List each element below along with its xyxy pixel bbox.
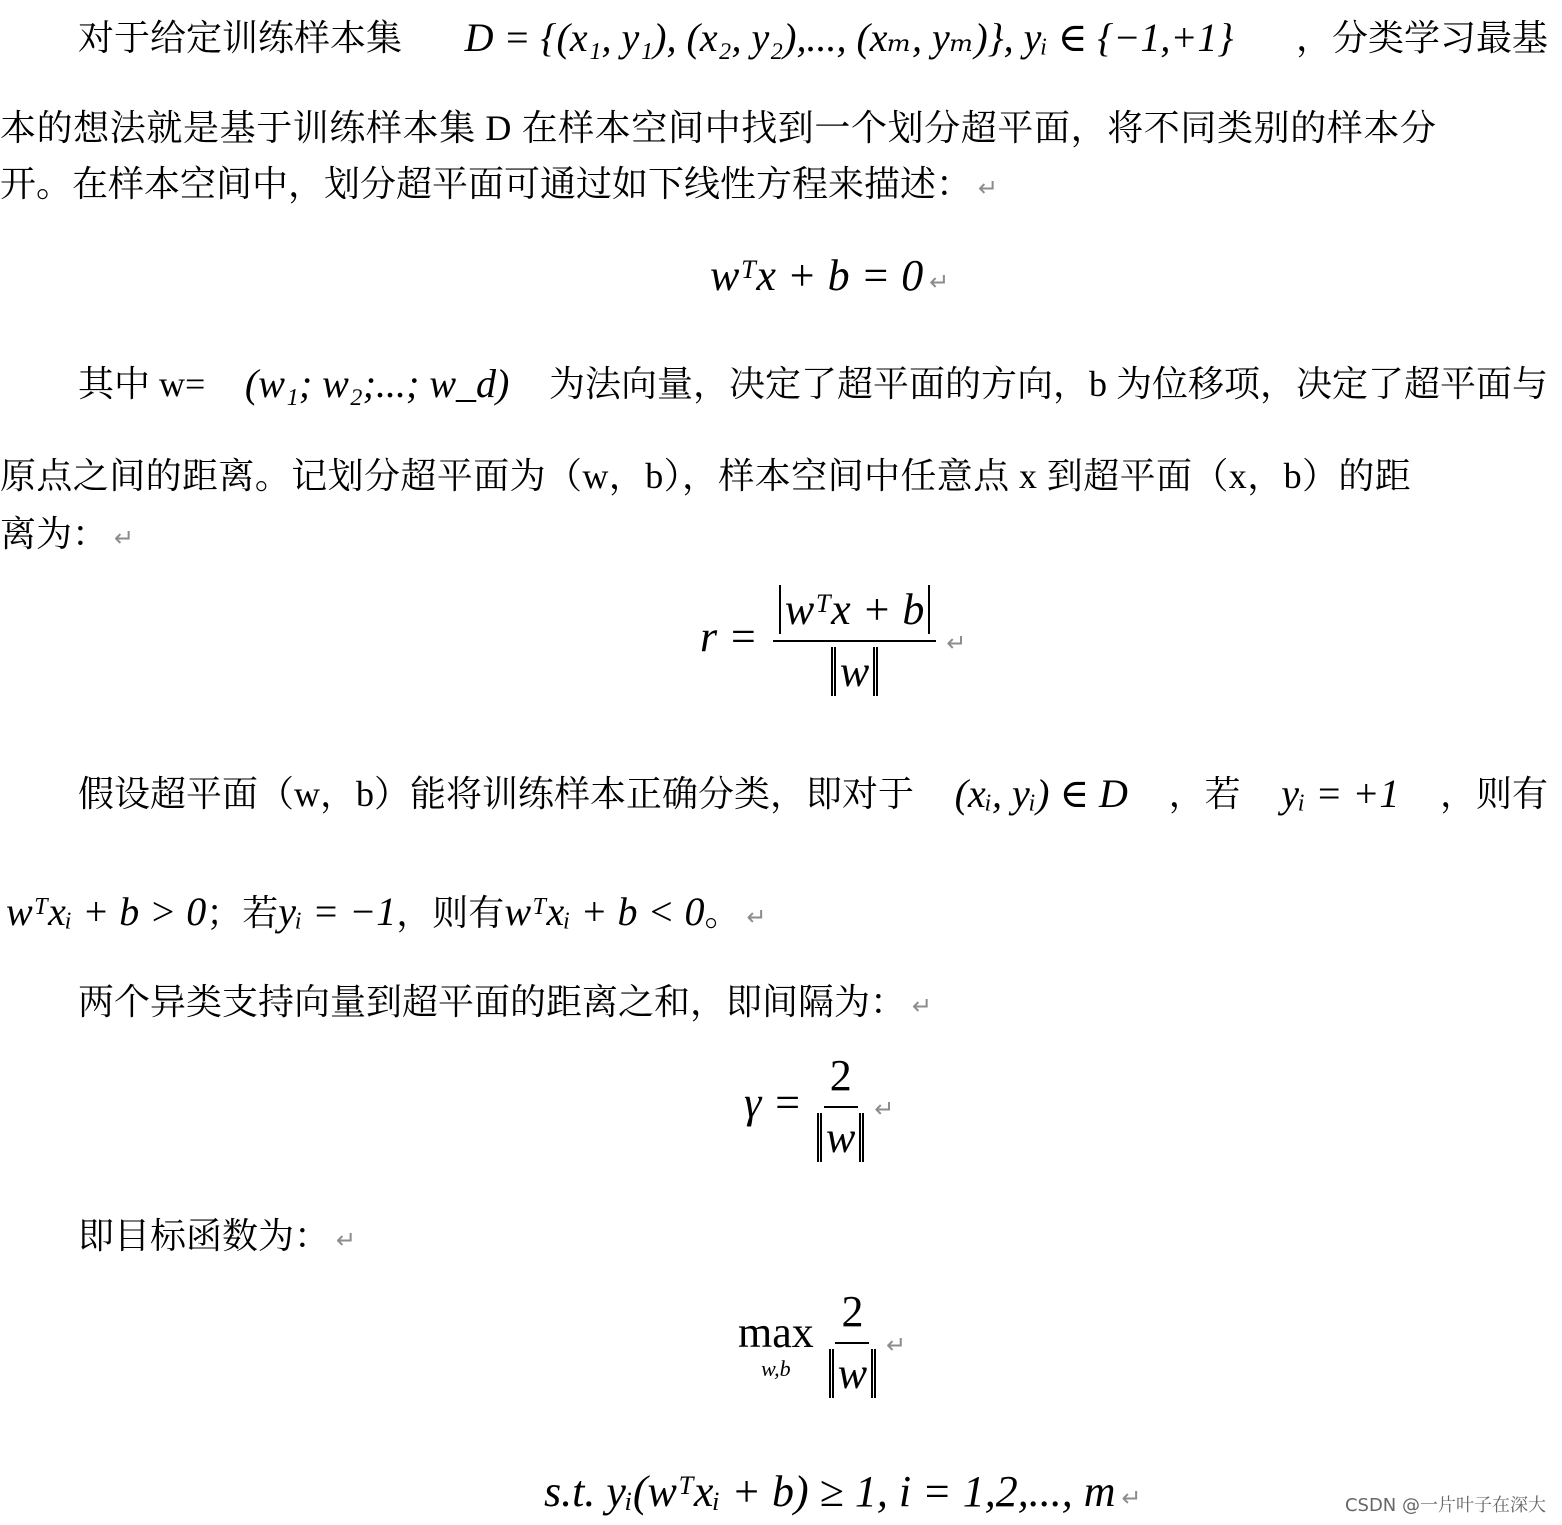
max-operator	[738, 1307, 814, 1380]
para2-line1-tail: 为法向量，决定了超平面的方向，b 为位移项，决定了超平面与	[548, 364, 1548, 404]
para3-line2	[6, 889, 767, 937]
eq3-denominator: w	[817, 1113, 864, 1162]
para1-line1-lead: 对于给定训练样本集	[78, 18, 403, 58]
watermark: CSDN @一片叶子在深大	[1344, 1495, 1546, 1516]
training-set-formula: D = {(x₁, y₁), (x₂, y₂),..., (xₘ, yₘ)}, yᵢ ∈ {−1,+1}	[464, 15, 1234, 60]
max-subscript: w,b	[761, 1355, 791, 1381]
max-label: max	[738, 1307, 814, 1357]
eq3-lhs: γ =	[744, 1078, 803, 1128]
eq3-numerator: 2	[824, 1050, 858, 1108]
para2-line3-text: 离为：	[0, 514, 109, 554]
negative-condition-formula: wᵀxᵢ + b < 0	[504, 889, 705, 934]
para4	[78, 982, 932, 1026]
para1-line3	[0, 164, 998, 208]
return-mark-icon: ↵	[946, 629, 967, 658]
para2-line1-lead: 其中 w=	[78, 364, 206, 404]
para3-line1-mid: ，若	[1168, 774, 1241, 814]
objective-fraction	[829, 1286, 876, 1400]
return-mark-icon: ↵	[746, 903, 767, 931]
para1-line1	[78, 15, 1548, 60]
positive-condition-formula: wᵀxᵢ + b > 0	[6, 889, 207, 934]
distance-fraction	[773, 584, 937, 698]
return-mark-icon: ↵	[929, 268, 950, 296]
para2-line3	[0, 514, 134, 558]
negative-label-formula: yᵢ = −1	[278, 889, 397, 934]
hyperplane-equation	[710, 250, 949, 301]
return-mark-icon: ↵	[114, 524, 135, 552]
para3-line1	[78, 771, 1548, 816]
return-mark-icon: ↵	[912, 992, 933, 1020]
eq2-denominator: w	[831, 647, 878, 696]
para3-line2-mid2: ，则有	[396, 893, 505, 933]
return-mark-icon: ↵	[886, 1331, 907, 1360]
para4-text: 两个异类支持向量到超平面的距离之和，即间隔为：	[78, 982, 907, 1022]
return-mark-icon: ↵	[336, 1226, 357, 1254]
sample-in-set-formula: (xᵢ, yᵢ) ∈ D	[954, 771, 1128, 816]
para5	[78, 1216, 356, 1260]
positive-label-formula: yᵢ = +1	[1281, 771, 1400, 816]
objective-equation	[738, 1286, 906, 1400]
eq4-numerator: 2	[835, 1286, 869, 1344]
para2-line1	[78, 361, 1548, 406]
eq4-denominator: w	[829, 1349, 876, 1398]
return-mark-icon: ↵	[874, 1095, 895, 1124]
eq2-lhs: r =	[700, 612, 758, 662]
para3-line2-end: 。	[704, 893, 741, 933]
para2-line2: 原点之间的距离。记划分超平面为（w，b），样本空间中任意点 x 到超平面（x，b）的距	[0, 456, 1412, 496]
para3-line1-tail: ，则有	[1439, 774, 1548, 814]
margin-equation	[744, 1050, 895, 1164]
para1-line2: 本的想法就是基于训练样本集 D 在样本空间中找到一个划分超平面，将不同类别的样本分	[0, 108, 1437, 148]
para1-line1-tail: ，分类学习最基	[1295, 18, 1548, 58]
para1-line3-text: 开。在样本空间中，划分超平面可通过如下线性方程来描述：	[0, 164, 973, 204]
return-mark-icon: ↵	[978, 174, 999, 202]
para5-text: 即目标函数为：	[78, 1216, 331, 1256]
para3-line1-lead: 假设超平面（w，b）能将训练样本正确分类，即对于	[78, 774, 914, 814]
constraint-equation	[544, 1466, 1142, 1517]
eq2-numerator: wᵀx + b	[779, 585, 931, 634]
distance-equation	[700, 584, 967, 698]
margin-fraction	[817, 1050, 864, 1164]
normal-vector-formula: (w₁; w₂;...; w_d)	[244, 361, 510, 406]
return-mark-icon: ↵	[1121, 1484, 1142, 1512]
para3-line2-mid1: ；若	[206, 893, 279, 933]
eq5-text: s.t. yᵢ(wᵀxᵢ + b) ≥ 1, i = 1,2,..., m	[544, 1467, 1116, 1516]
eq1-text: wᵀx + b = 0	[710, 251, 924, 300]
